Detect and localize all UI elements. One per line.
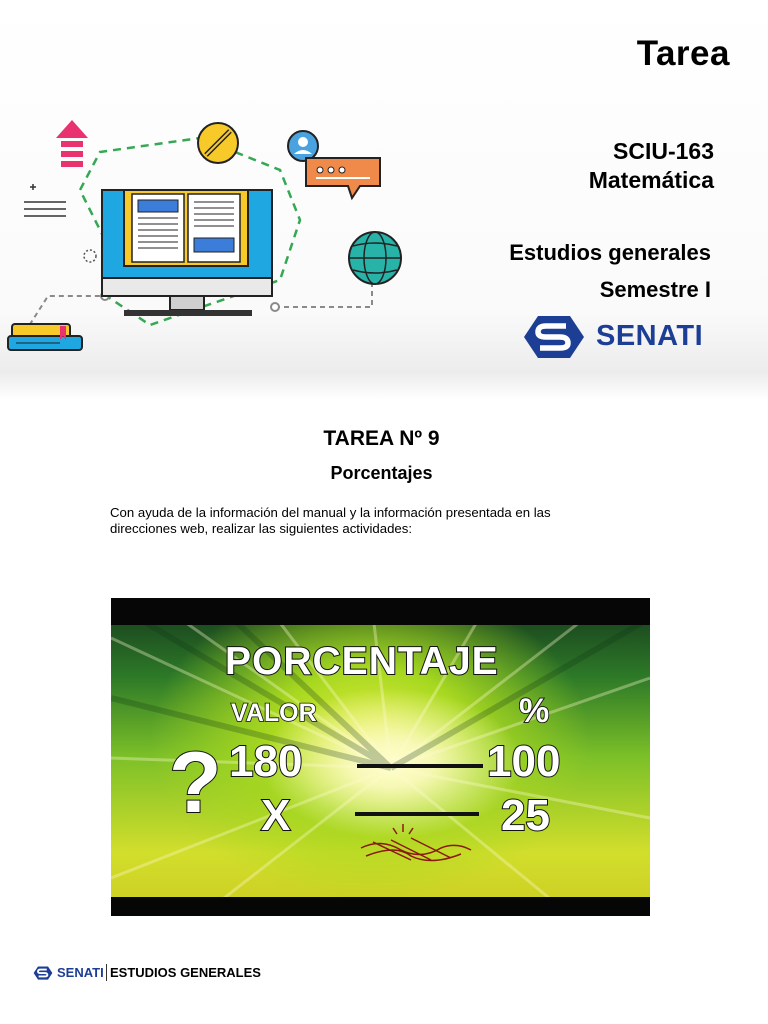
task-instructions: Con ayuda de la información del manual y la información presentada en las direcciones web, realizar las siguientes actividades: bbox=[110, 505, 551, 536]
banner-heading: PORCENTAJE bbox=[225, 640, 499, 683]
text-lines-icon bbox=[24, 184, 66, 216]
banner-row2-value: X bbox=[261, 791, 291, 840]
semester-label: Semestre I bbox=[599, 277, 711, 302]
user-chat-icon bbox=[288, 131, 380, 198]
doc-type-title: Tarea bbox=[636, 34, 730, 73]
banner-row2-percent: 25 bbox=[501, 791, 550, 840]
footer-senati-logo bbox=[33, 963, 108, 983]
task-title: TAREA Nº 9 bbox=[323, 427, 440, 450]
percentage-banner-image bbox=[111, 598, 650, 916]
banner-percent-label: % bbox=[519, 692, 550, 730]
pen-icon bbox=[198, 123, 238, 163]
program-name: Estudios generales bbox=[509, 240, 711, 265]
banner-bottom-bar bbox=[111, 897, 650, 916]
senati-logo bbox=[522, 314, 722, 360]
course-name: Matemática bbox=[588, 167, 714, 193]
course-code: SCIU-163 bbox=[613, 138, 714, 164]
senati-logo-icon bbox=[522, 314, 586, 360]
brand-name: SENATI bbox=[596, 320, 704, 352]
banner-value-label: VALOR bbox=[231, 699, 317, 727]
task-subtitle: Porcentajes bbox=[330, 463, 433, 483]
banner-question-mark: ? bbox=[169, 735, 222, 831]
globe-icon bbox=[349, 232, 401, 284]
computer-book-icon bbox=[102, 190, 272, 316]
footer-label: ESTUDIOS GENERALES bbox=[110, 965, 261, 980]
senati-logo-icon bbox=[33, 963, 53, 983]
banner-top-bar bbox=[111, 598, 650, 625]
education-illustration bbox=[0, 110, 420, 360]
handwritten-scribble bbox=[361, 824, 471, 861]
books-icon bbox=[8, 324, 82, 350]
footer-brand-name: SENATI bbox=[57, 965, 104, 980]
banner-row1-line bbox=[357, 764, 483, 768]
upload-arrow-icon bbox=[56, 120, 88, 167]
footer-separator bbox=[106, 964, 107, 981]
banner-row1-percent: 100 bbox=[487, 737, 561, 786]
banner-row1-value: 180 bbox=[229, 737, 303, 786]
banner-row2-line bbox=[355, 812, 479, 816]
